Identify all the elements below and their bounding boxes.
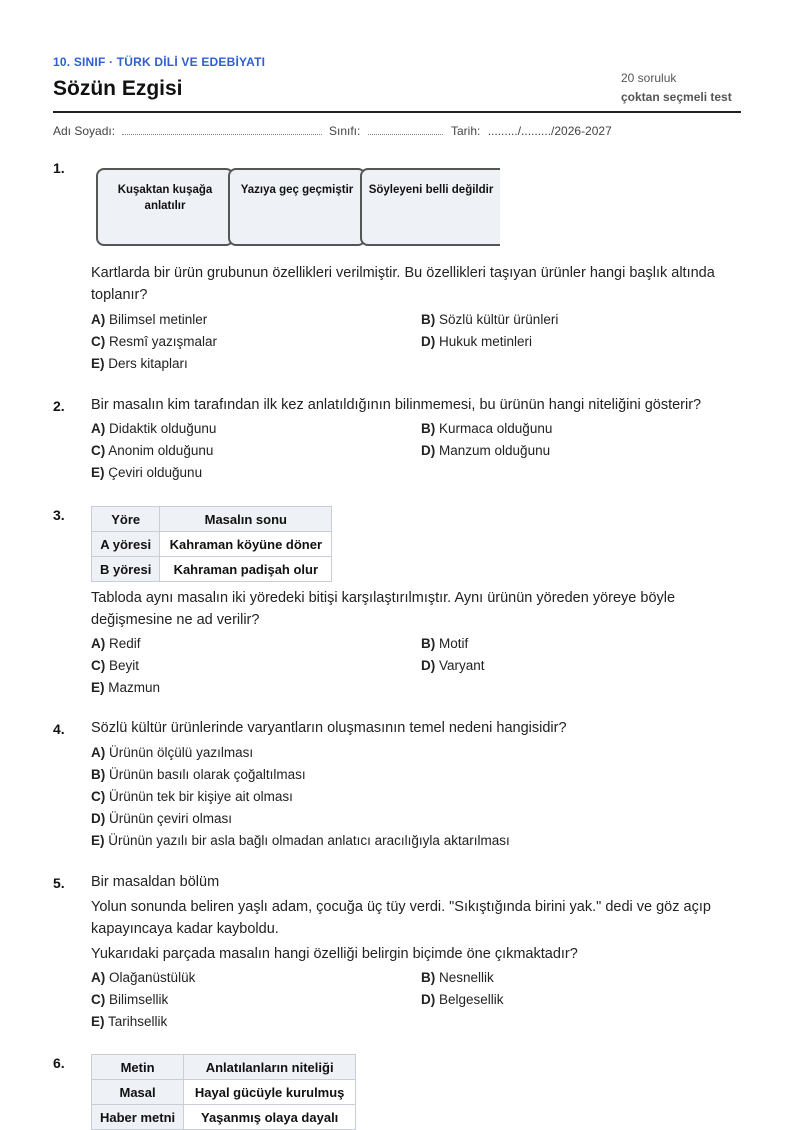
option-letter: B) — [421, 421, 436, 436]
option-letter: A) — [91, 636, 106, 651]
option-d[interactable] — [421, 443, 550, 458]
question-text: Tabloda aynı masalın iki yöredeki bitişi karşılaştırılmıştır. Aynı ürünün yöreden yöreye böyle değişmesine ne ad verilir? — [91, 590, 676, 628]
name-blank — [122, 125, 322, 135]
table-header-row — [92, 1055, 356, 1080]
option-text: Hukuk metinleri — [439, 334, 533, 349]
option-text: Kurmaca olduğunu — [439, 421, 553, 436]
option-text: Motif — [439, 636, 469, 651]
question-text: Bir masalın kim tarafından ilk kez anlatıldığının bilinmemesi, bu ürünün hangi niteliğini gösterir? — [91, 397, 702, 413]
option-text: Anonim olduğunu — [108, 443, 214, 458]
feature-card: Söyleyeni belli değildir — [360, 168, 500, 246]
table-cell: A yöresi — [92, 532, 160, 557]
option-letter: E) — [91, 356, 105, 371]
option-b[interactable] — [91, 767, 306, 782]
option-text: Mazmun — [108, 680, 161, 695]
question-number: 1. — [53, 160, 65, 176]
question-count: 20 soruluk — [621, 71, 677, 85]
question-number: 5. — [53, 875, 65, 891]
option-text: Ders kitapları — [108, 356, 188, 371]
question-number: 3. — [53, 507, 65, 523]
option-c[interactable] — [91, 443, 213, 458]
option-letter: C) — [91, 658, 106, 673]
name-field[interactable] — [53, 124, 322, 138]
option-letter: C) — [91, 992, 106, 1007]
option-a[interactable] — [91, 745, 253, 760]
header-divider — [53, 111, 741, 113]
option-a[interactable] — [91, 421, 216, 436]
option-letter: C) — [91, 443, 106, 458]
option-text: Ürünün tek bir kişiye ait olması — [109, 789, 293, 804]
date-field[interactable] — [451, 124, 612, 138]
option-letter: C) — [91, 334, 106, 349]
option-text: Redif — [109, 636, 141, 651]
option-b[interactable] — [421, 421, 552, 436]
question-number: 4. — [53, 721, 65, 737]
feature-card: Kuşaktan kuşağa anlatılır — [96, 168, 234, 246]
option-d[interactable] — [421, 992, 504, 1007]
table-cell: Kahraman köyüne döner — [160, 532, 332, 557]
table-cell: B yöresi — [92, 557, 160, 582]
question-number: 2. — [53, 398, 65, 414]
table-header: Metin — [92, 1055, 184, 1080]
option-d[interactable] — [421, 658, 485, 673]
option-letter: D) — [421, 334, 436, 349]
option-letter: A) — [91, 970, 106, 985]
option-e[interactable] — [91, 356, 188, 371]
option-letter: E) — [91, 680, 105, 695]
table-cell: Yaşanmış olaya dayalı — [184, 1105, 356, 1130]
option-letter: D) — [421, 658, 436, 673]
option-e[interactable] — [91, 1014, 167, 1029]
question-number: 6. — [53, 1055, 65, 1071]
page-title: Sözün Ezgisi — [53, 77, 183, 100]
option-text: Varyant — [439, 658, 485, 673]
class-blank — [368, 125, 443, 135]
option-c[interactable] — [91, 658, 139, 673]
question-text: Kartlarda bir ürün grubunun özellikleri verilmiştir. Bu özellikleri taşıyan ürünler hangi başlık altında toplanır? — [91, 265, 715, 303]
option-text: Ürünün ölçülü yazılması — [109, 745, 254, 760]
option-letter: B) — [421, 312, 436, 327]
option-e[interactable] — [91, 680, 160, 695]
option-text: Resmî yazışmalar — [109, 334, 218, 349]
option-text: Ürünün yazılı bir asla bağlı olmadan anlatıcı aracılığıyla aktarılması — [108, 833, 510, 848]
table-header: Anlatılanların niteliği — [184, 1055, 356, 1080]
class-field[interactable] — [329, 124, 443, 138]
option-b[interactable] — [421, 636, 468, 651]
test-type: çoktan seçmeli test — [621, 90, 732, 104]
subject-label: 10. SINIF · TÜRK DİLİ VE EDEBİYATI — [53, 55, 266, 69]
option-letter: E) — [91, 465, 105, 480]
option-b[interactable] — [421, 970, 494, 985]
table-cell: Kahraman padişah olur — [160, 557, 332, 582]
option-text: Didaktik olduğunu — [109, 421, 217, 436]
date-value: ........./........./2026-2027 — [487, 124, 612, 138]
feature-card: Yazıya geç geçmiştir — [228, 168, 366, 246]
option-d[interactable] — [91, 811, 232, 826]
option-text: Bilimsel metinler — [109, 312, 208, 327]
table-cell: Hayal gücüyle kurulmuş — [184, 1080, 356, 1105]
option-letter: B) — [91, 767, 106, 782]
option-text: Manzum olduğunu — [439, 443, 551, 458]
date-label: Tarih: — [451, 124, 481, 138]
option-text: Ürünün çeviri olması — [109, 811, 233, 826]
option-text: Bilimsellik — [109, 992, 169, 1007]
table-row — [92, 557, 332, 582]
option-text: Tarihsellik — [108, 1014, 168, 1029]
table-cell: Masal — [92, 1080, 184, 1105]
option-letter: A) — [91, 745, 106, 760]
option-c[interactable] — [91, 992, 168, 1007]
question-text: Yukarıdaki parçada masalın hangi özelliği belirgin biçimde öne çıkmaktadır? — [91, 946, 578, 962]
option-text: Olağanüstülük — [109, 970, 196, 985]
excerpt-title: Bir masaldan bölüm — [91, 874, 220, 890]
option-letter: E) — [91, 1014, 105, 1029]
option-a[interactable] — [91, 636, 141, 651]
option-letter: B) — [421, 636, 436, 651]
option-text: Beyit — [109, 658, 140, 673]
option-c[interactable] — [91, 334, 217, 349]
option-b[interactable] — [421, 312, 558, 327]
option-letter: A) — [91, 421, 106, 436]
table-row — [92, 1080, 356, 1105]
option-a[interactable] — [91, 312, 207, 327]
option-text: Belgesellik — [439, 992, 504, 1007]
option-letter: D) — [421, 443, 436, 458]
option-letter: E) — [91, 833, 105, 848]
comparison-table — [91, 506, 332, 582]
option-letter: B) — [421, 970, 436, 985]
option-text: Ürünün basılı olarak çoğaltılması — [109, 767, 306, 782]
table-header: Yöre — [92, 507, 160, 532]
option-letter: A) — [91, 312, 106, 327]
option-e[interactable] — [91, 465, 202, 480]
comparison-table — [91, 1054, 356, 1130]
class-label: Sınıfı: — [329, 124, 361, 138]
table-header: Masalın sonu — [160, 507, 332, 532]
table-header-row — [92, 507, 332, 532]
name-label: Adı Soyadı: — [53, 124, 116, 138]
option-letter: D) — [91, 811, 106, 826]
option-e[interactable] — [91, 833, 510, 848]
table-cell: Haber metni — [92, 1105, 184, 1130]
option-text: Sözlü kültür ürünleri — [439, 312, 559, 327]
option-letter: C) — [91, 789, 106, 804]
option-letter: D) — [421, 992, 436, 1007]
table-row — [92, 1105, 356, 1130]
option-text: Nesnellik — [439, 970, 494, 985]
option-c[interactable] — [91, 789, 293, 804]
question-text: Sözlü kültür ürünlerinde varyantların oluşmasının temel nedeni hangisidir? — [91, 720, 567, 736]
excerpt-text: Yolun sonunda beliren yaşlı adam, çocuğa üç tüy verdi. "Sıkıştığında birini yak." dedi ve göz açıp kapayıncaya kadar kayboldu. — [91, 899, 711, 937]
table-row — [92, 532, 332, 557]
option-text: Çeviri olduğunu — [108, 465, 203, 480]
option-a[interactable] — [91, 970, 195, 985]
option-d[interactable] — [421, 334, 532, 349]
